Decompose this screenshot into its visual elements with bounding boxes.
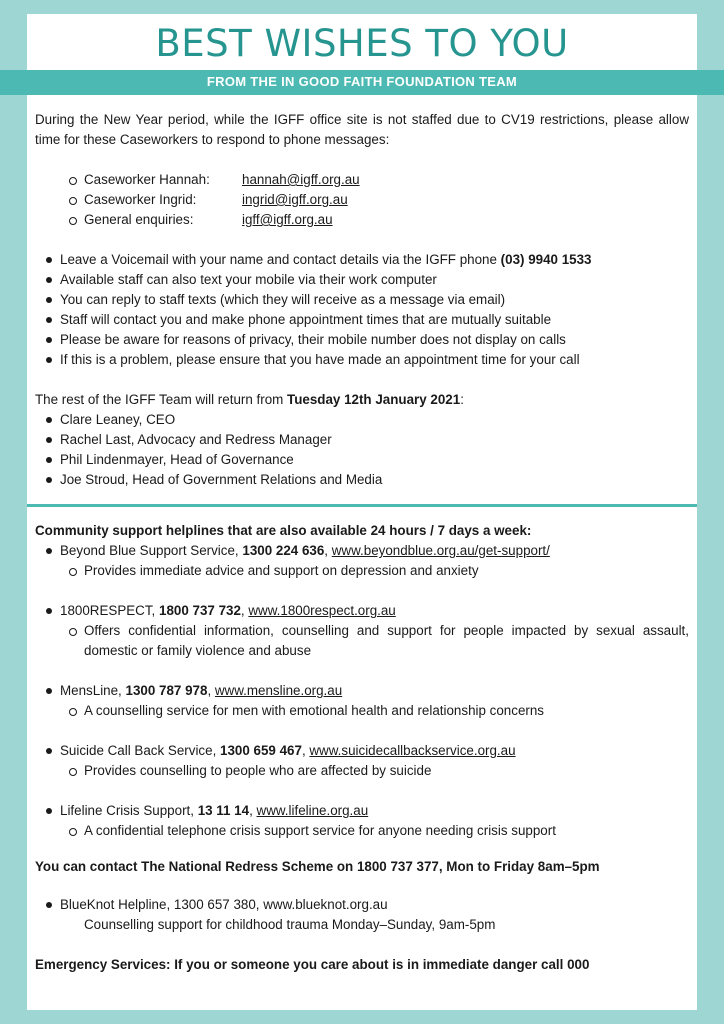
list-item: Beyond Blue Support Service, 1300 224 636, www.beyondblue.org.au/get-support/ [35,541,689,561]
list-item: If this is a problem, please ensure that you have made an appointment time for your call [35,350,689,370]
staff-list [35,410,689,490]
list-item: Joe Stroud, Head of Government Relations and Media [35,470,689,490]
list-item: Caseworker Ingrid: ingrid@igff.org.au [35,190,689,210]
list-item: General enquiries: igff@igff.org.au [35,210,689,230]
list-item: Please be aware for reasons of privacy, their mobile number does not display on calls [35,330,689,350]
helpline-entry [35,601,689,661]
document-page [27,14,697,1010]
list-item: Staff will contact you and make phone appointment times that are mutually suitable [35,310,689,330]
list-item: You can reply to staff texts (which they will receive as a message via email) [35,290,689,310]
helpline-link[interactable]: www.beyondblue.org.au/get-support/ [331,543,550,558]
email-link[interactable]: ingrid@igff.org.au [242,192,348,207]
section-divider [27,504,697,507]
helpline-link[interactable]: www.1800respect.org.au [248,603,396,618]
list-item: 1800RESPECT, 1800 737 732, www.1800respect.org.au [35,601,689,621]
return-paragraph: The rest of the IGFF Team will return from Tuesday 12th January 2021: [35,392,464,407]
email-link[interactable]: hannah@igff.org.au [242,172,360,187]
list-item: Rachel Last, Advocacy and Redress Manager [35,430,689,450]
list-item: Suicide Call Back Service, 1300 659 467, www.suicidecallbackservice.org.au [35,741,689,761]
helplines-heading: Community support helplines that are also available 24 hours / 7 days a week: [35,523,532,538]
list-item: BlueKnot Helpline, 1300 657 380, www.blueknot.org.au [35,895,689,915]
igff-phone: (03) 9940 1533 [500,252,592,267]
list-item: Offers confidential information, counselling and support for people impacted by sexual assault, domestic or family violence and abuse [35,621,689,661]
page-subtitle: FROM THE IN GOOD FAITH FOUNDATION TEAM [206,74,518,89]
page-title: BEST WISHES TO YOU [155,22,569,65]
helpline-entry [35,681,689,721]
list-item: Leave a Voicemail with your name and contact details via the IGFF phone (03) 9940 1533 [35,250,689,270]
document-body [35,110,689,975]
list-item: Caseworker Hannah: hannah@igff.org.au [35,170,689,190]
helpline-entry [35,741,689,781]
list-item: Lifeline Crisis Support, 13 11 14, www.lifeline.org.au [35,801,689,821]
intro-paragraph: During the New Year period, while the IGFF office site is not staffed due to CV19 restrictions, please allow time for these Caseworkers to respond to phone messages: [35,112,689,147]
helpline-link[interactable]: www.lifeline.org.au [256,803,369,818]
list-item: A confidential telephone crisis support service for anyone needing crisis support [35,821,689,841]
list-item: Phil Lindenmayer, Head of Governance [35,450,689,470]
email-link[interactable]: igff@igff.org.au [242,212,333,227]
helpline-entry [35,801,689,841]
blueknot-list [35,895,689,915]
redress-notice: You can contact The National Redress Scheme on 1800 737 377, Mon to Friday 8am–5pm [35,859,600,874]
list-item: Available staff can also text your mobile via their work computer [35,270,689,290]
list-item: Clare Leaney, CEO [35,410,689,430]
caseworker-list [35,170,689,230]
list-item: Provides counselling to people who are affected by suicide [35,761,689,781]
return-date: Tuesday 12th January 2021 [287,392,461,407]
list-item: MensLine, 1300 787 978, www.mensline.org.au [35,681,689,701]
list-item: A counselling service for men with emotional health and relationship concerns [35,701,689,721]
blueknot-description: Counselling support for childhood trauma Monday–Sunday, 9am-5pm [84,917,496,932]
helpline-link[interactable]: www.suicidecallbackservice.org.au [309,743,516,758]
emergency-notice: Emergency Services: If you or someone you care about is in immediate danger call 000 [35,957,590,972]
helpline-link[interactable]: www.mensline.org.au [214,683,343,698]
list-item: Provides immediate advice and support on depression and anxiety [35,561,689,581]
instruction-list [35,250,689,370]
helpline-entry [35,541,689,581]
